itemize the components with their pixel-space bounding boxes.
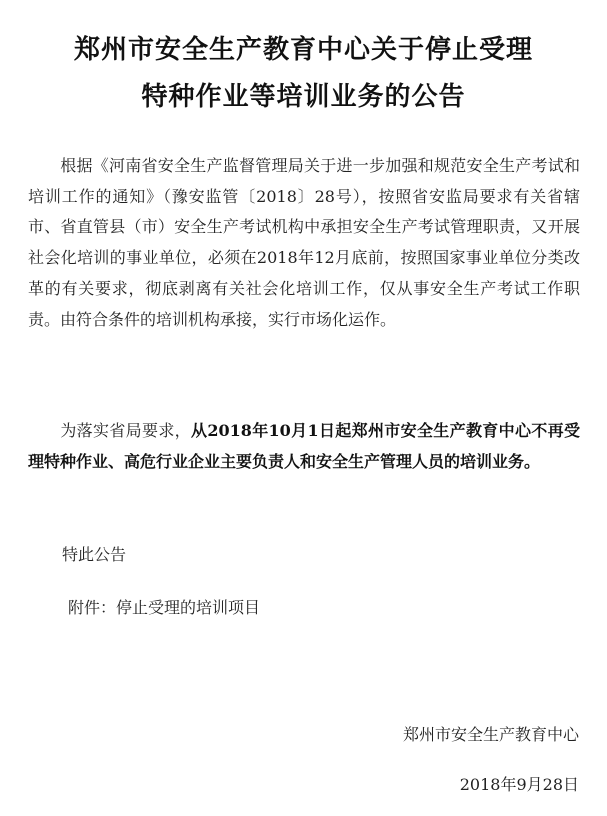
notice-closing: 特此公告 — [62, 545, 127, 564]
paragraph-2-bold-text: 从2018年10月1日起郑州市安全生产教育中心不再受理特种作业、高危行业企业主要负责人和安全生产管理人员的培训业务。 — [28, 421, 580, 471]
paragraph-1-text: 根据《河南省安全生产监督管理局关于进一步加强和规范安全生产考试和培训工作的通知》（豫安监管〔2018〕28号），按照省安监局要求有关省辖市、省直管县（市）安全生产考试机构中承担安全生产考试管理职责，又开展社会化培训的事业单位，必须在2018年12月底前，按照国家事业单位分类改革的有关要求，彻底剥离有关社会化培训工作，仅从事安全生产考试工作职责。由符合条件的培训机构承接，实行市场化运作。 — [28, 156, 580, 329]
title-line-1: 郑州市安全生产教育中心关于停止受理 — [73, 35, 533, 65]
body-paragraph-2 — [28, 416, 580, 477]
issuing-organization: 郑州市安全生产教育中心 — [402, 725, 579, 744]
paragraph-2-lead: 为落实省局要求， — [60, 421, 192, 440]
body-paragraph-1 — [28, 151, 580, 335]
title-line-2: 特种作业等培训业务的公告 — [141, 82, 466, 112]
attachment-line: 附件：停止受理的培训项目 — [68, 598, 261, 617]
issue-date: 2018年9月28日 — [459, 775, 579, 794]
